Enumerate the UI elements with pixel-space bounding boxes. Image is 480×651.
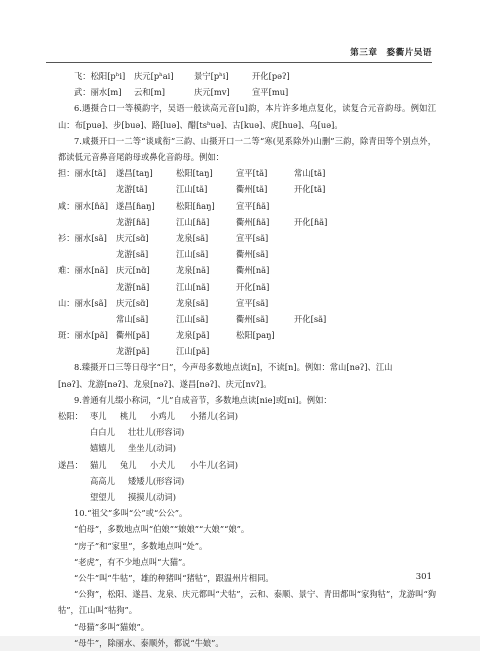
table-cell: 遂昌[taŋ] xyxy=(116,168,153,179)
example-cell: 庆元[pʰai] xyxy=(134,71,174,81)
table-cell: 庆元[sɑ̃] xyxy=(116,232,149,243)
table-cell: 宣平[sã] xyxy=(236,232,269,243)
paragraph-10: 10.“祖父”多叫“公”或“公公”。 xyxy=(74,508,188,519)
table-cell: 庆元[nɑ̃] xyxy=(116,265,150,276)
table-cell: 龙泉[nã] xyxy=(176,265,210,276)
table-cell: 宣平[ɦã] xyxy=(236,200,270,211)
table-cell xyxy=(58,181,116,197)
example-cell: 云和[m] xyxy=(134,87,165,98)
word: 高高儿 xyxy=(90,475,115,486)
table-cell: 开化[sã] xyxy=(294,313,327,324)
table-cell: 衢州[nã] xyxy=(236,265,270,276)
table-cell: 松阳[taŋ] xyxy=(176,168,213,179)
table-cell: 咸：丽水[ɦã] xyxy=(58,200,108,211)
paragraph-10-e: “公狗”，松阳、遂昌、龙泉、庆元都叫“犬牯”，云和、泰顺、景宁、青田都叫“家狗牯”，龙游叫“狗牯”，江山叫“牯狗”。 xyxy=(58,589,436,616)
word: 小犬儿 xyxy=(150,459,175,470)
table-row xyxy=(58,214,436,230)
paragraph-9: 9.普通有儿缀小称词，“儿”自成音节，多数地点读[nie]或[ni]。例如： xyxy=(74,394,332,405)
word: 小鸡儿 xyxy=(150,411,175,422)
paragraph-10-d: “公牛”叫“牛牯”，雄的种猪叫“猪牯”，跟温州片相同。 xyxy=(74,572,274,583)
spacer xyxy=(82,489,90,505)
table-row xyxy=(58,327,436,343)
table-cell: 山：丽水[sã] xyxy=(58,297,107,308)
word: 矮矮儿(形容词) xyxy=(128,475,185,486)
table-cell: 龙游[pã] xyxy=(116,346,150,357)
table-cell: 龙游[nã] xyxy=(116,281,150,292)
place-label: 遂昌： xyxy=(58,459,83,470)
table-cell: 龙游[ɦã] xyxy=(116,216,150,227)
table-row xyxy=(58,262,436,278)
table-cell: 松阳[ɦaŋ] xyxy=(176,200,215,211)
table-row xyxy=(58,279,436,295)
table-cell: 开化[ɦã] xyxy=(294,216,328,227)
example-cell: 武：丽水[m] xyxy=(74,87,122,98)
word: 望望儿 xyxy=(90,491,115,502)
table-cell: 江山[sã] xyxy=(176,313,209,324)
example-row xyxy=(58,424,436,440)
table-cell: 江山[ɦã] xyxy=(176,216,210,227)
paragraph-8: 8.臻摄开口三等日母字“日”，今声母多数地点读[n]，不读[n]。例如：常山[nəʔ]、江山 xyxy=(74,362,393,373)
paragraph-7: 7.咸摄开口一二等“谈咸衔”三韵、山摄开口一二等“寒(见系除外)山删”三韵，除青田等个别点外，都读低元音鼻音尾韵母或鼻化音韵母。例如： xyxy=(58,135,436,162)
word: 小猪儿(名词) xyxy=(190,411,238,422)
list-row xyxy=(58,68,436,84)
example-row xyxy=(58,457,436,473)
paragraph-6: 6.遇摄合口一等模韵字，吴语一般读高元音[u]韵，本片许多地点复化，读复合元音韵母。例如江山：布[puə]、步[buə]、路[luə]、醋[tsʰuə]、古[kuə]、虎[huə]、乌[uə]。 xyxy=(58,103,436,130)
spacer xyxy=(82,424,90,440)
table-cell: 江山[pã] xyxy=(176,346,210,357)
table-cell: 难：丽水[nã] xyxy=(58,265,108,276)
suffix-examples xyxy=(58,408,436,505)
word: 壮壮儿(形容词) xyxy=(128,427,185,438)
table-cell: 衢州[pã] xyxy=(116,330,150,341)
table-row xyxy=(58,181,436,197)
word: 桃儿 xyxy=(120,411,137,422)
example-row xyxy=(58,473,436,489)
table-cell: 宣平[sã] xyxy=(236,297,269,308)
table-cell: 松阳[paŋ] xyxy=(236,330,275,341)
table-cell: 斑：丽水[pã] xyxy=(58,330,108,341)
table-cell: 衢州[sã] xyxy=(236,313,269,324)
example-cell: 开化[pəʔ] xyxy=(252,71,290,81)
table-cell: 江山[tã] xyxy=(176,184,208,195)
example-cell: 飞：松阳[pʰi] xyxy=(74,71,126,81)
table-cell: 常山[sã] xyxy=(116,313,149,324)
word: 枣儿 xyxy=(90,411,107,422)
table-row xyxy=(58,246,436,262)
table-row xyxy=(58,198,436,214)
example-row xyxy=(58,408,436,424)
table-cell: 龙泉[sã] xyxy=(176,232,209,243)
running-header xyxy=(46,46,432,63)
table-cell xyxy=(58,279,116,295)
table-cell: 龙泉[sã] xyxy=(176,297,209,308)
example-cell: 庆元[mv] xyxy=(194,87,230,98)
paragraph-10-b: “房子”和“家里”，多数地点叫“处”。 xyxy=(74,540,208,551)
table-cell: 开化[tã] xyxy=(294,184,326,195)
table-cell: 江山[nã] xyxy=(176,281,210,292)
chapter-title: 第三章 婺衢片吴语 xyxy=(350,48,432,58)
table-cell: 江山[sã] xyxy=(176,249,209,260)
paragraph-10-a: “伯母”，多数地点叫“伯娘”“娘娘”“大娘”“娘”。 xyxy=(74,524,250,535)
table-cell: 常山[tã] xyxy=(294,168,326,179)
table-cell: 龙泉[pã] xyxy=(176,330,210,341)
table-cell: 衫：丽水[sã] xyxy=(58,232,107,243)
table-cell xyxy=(58,214,116,230)
page-body xyxy=(58,68,436,651)
example-row xyxy=(58,440,436,456)
table-cell: 衢州[tã] xyxy=(236,184,268,195)
example-table xyxy=(58,165,436,359)
word: 摸摸儿(动词) xyxy=(128,491,176,502)
example-row xyxy=(58,489,436,505)
table-cell: 衢州[sã] xyxy=(236,249,269,260)
page-number: 301 xyxy=(415,572,432,582)
table-cell: 开化[nã] xyxy=(236,281,270,292)
table-cell xyxy=(58,311,116,327)
paragraph-10-c: “老虎”，有不少地点叫“大猫”。 xyxy=(74,556,191,567)
spacer xyxy=(82,473,90,489)
table-cell: 宣平[tã] xyxy=(236,168,268,179)
table-row xyxy=(58,165,436,181)
table-row xyxy=(58,230,436,246)
place-label: 松阳： xyxy=(58,411,83,422)
paragraph-10-f: “母猫”多叫“猫娘”。 xyxy=(74,621,150,632)
example-cell: 景宁[pʰi] xyxy=(194,71,229,81)
word: 兔儿 xyxy=(120,459,137,470)
table-row xyxy=(58,343,436,359)
word: 猫儿 xyxy=(90,459,107,470)
word: 小牛儿(名词) xyxy=(190,459,238,470)
paragraph-8-cont: [nəʔ]、龙游[nəʔ]、龙泉[nəʔ]、遂昌[nəʔ]、庆元[nvʔ]。 xyxy=(58,378,272,389)
table-cell: 遂昌[ɦaŋ] xyxy=(116,200,155,211)
table-cell: 龙游[tã] xyxy=(116,184,148,195)
table-cell: 担：丽水[tã] xyxy=(58,168,106,179)
table-cell xyxy=(58,343,116,359)
table-cell: 衢州[ɦã] xyxy=(236,216,270,227)
example-cell: 宣平[mu] xyxy=(252,87,289,98)
word: 嬉嬉儿 xyxy=(90,443,115,454)
spacer xyxy=(82,440,90,456)
table-row xyxy=(58,295,436,311)
paragraph-10-g: “母牛”，除丽水、泰顺外，都说“牛娘”。 xyxy=(74,637,224,648)
list-row xyxy=(58,84,436,100)
word: 坐坐儿(动词) xyxy=(128,443,176,454)
table-row xyxy=(58,311,436,327)
table-cell: 庆元[sɑ̃] xyxy=(116,297,149,308)
word: 白白儿 xyxy=(90,427,115,438)
table-cell: 龙游[sã] xyxy=(116,249,149,260)
table-cell xyxy=(58,246,116,262)
